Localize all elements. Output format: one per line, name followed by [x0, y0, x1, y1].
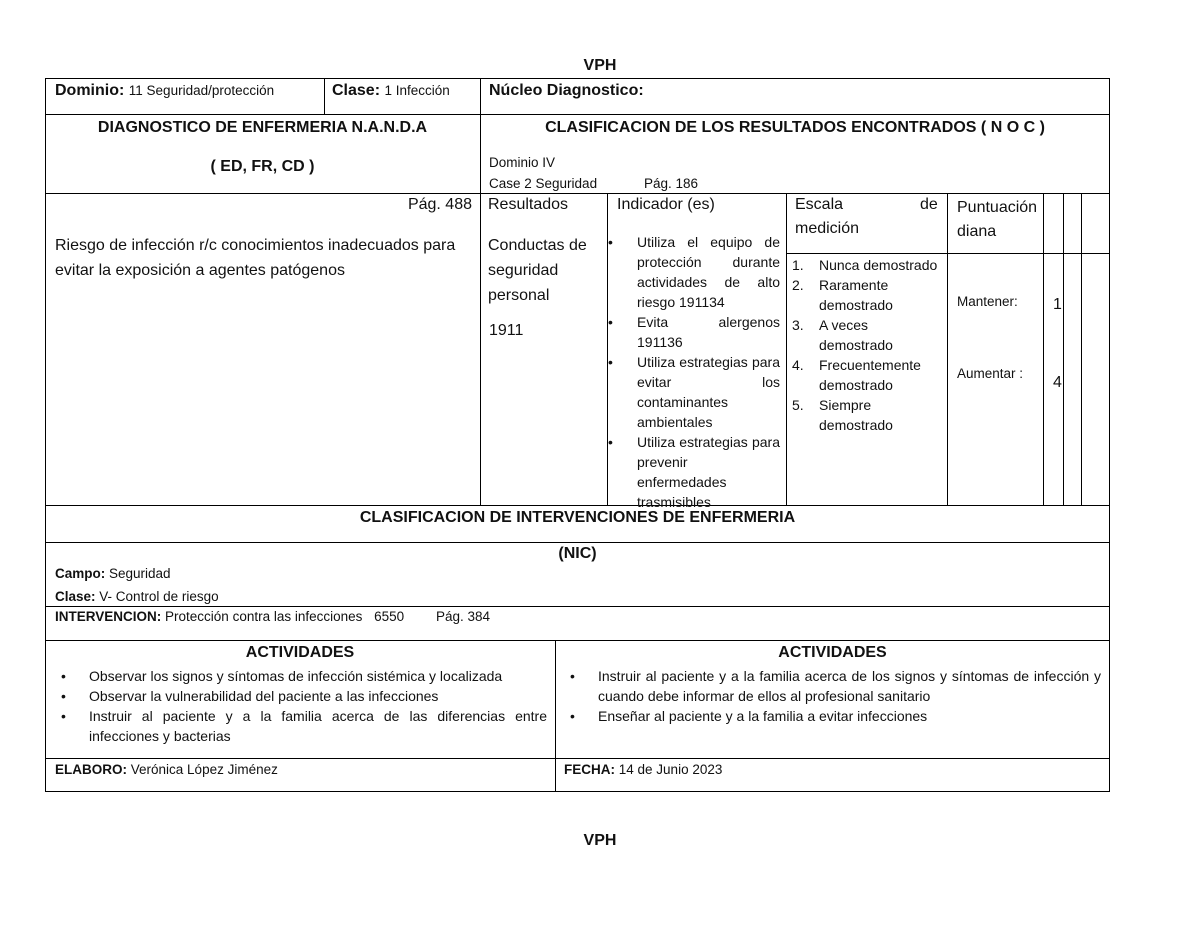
aumentar-label: Aumentar : — [957, 366, 1024, 381]
indicator-item: • Evita alergenos 191136 — [608, 314, 780, 350]
page-bottom-title: VPH — [583, 832, 617, 849]
noc-dominio: Dominio IV — [489, 155, 556, 170]
escala-label-medicion: medición — [795, 220, 860, 237]
mantener-label: Mantener: — [957, 294, 1018, 309]
page-top-title: VPH — [583, 57, 617, 74]
intervencion-label: INTERVENCION: — [55, 609, 162, 624]
scale-item: 5. Siempre demostrado — [792, 397, 893, 433]
intervencion-code: 6550 — [374, 609, 405, 624]
campo-label: Campo: — [55, 566, 106, 581]
escala-label-de: de — [920, 196, 938, 213]
scale-list — [789, 255, 941, 435]
indicator-item: • Utiliza el equipo de protección durante actividades de alto riesgo 191134 — [608, 234, 780, 310]
dominio-cell — [55, 82, 274, 100]
scale-item: 4. Frecuentemente demostrado — [792, 357, 921, 393]
escala-label: Escala — [795, 196, 844, 213]
dominio-value: 11 Seguridad/protección — [128, 83, 275, 98]
nanda-subtitle: ( ED, FR, CD ) — [210, 158, 315, 175]
campo-row — [55, 566, 171, 581]
fecha-label: FECHA: — [564, 762, 615, 777]
fecha-value: 14 de Junio 2023 — [618, 762, 723, 777]
nic-title: CLASIFICACION DE INTERVENCIONES DE ENFERMERIA — [359, 509, 796, 526]
intervencion-page: Pág. 384 — [435, 609, 491, 624]
list-item: • Observar los signos y síntomas de infección sistémica y localizada — [47, 666, 547, 686]
indicator-item: • Utiliza estrategias para evitar los contaminantes ambientales — [608, 354, 780, 430]
aumentar-value: 4 — [1053, 374, 1062, 391]
noc-page: Pág. 186 — [644, 176, 699, 191]
intervencion-value: Protección contra las infecciones — [165, 609, 363, 624]
noc-title: CLASIFICACION DE LOS RESULTADOS ENCONTRADOS ( N O C ) — [545, 119, 1045, 136]
clase-value: 1 Infección — [384, 83, 450, 98]
nucleo-diagnostico-label: Núcleo Diagnostico: — [489, 82, 644, 99]
scale-item: 2. Raramente demostrado — [792, 277, 893, 313]
resultados-label: Resultados — [488, 196, 569, 213]
clase-label: Clase: — [332, 82, 381, 99]
scale-item: 3. A veces demostrado — [792, 317, 893, 353]
nic-clase-label: Clase: — [55, 589, 96, 604]
puntuacion-label: Puntuación diana — [957, 199, 1038, 240]
elaboro-value: Verónica López Jiménez — [130, 762, 278, 777]
actividades-right-title: ACTIVIDADES — [778, 644, 887, 661]
mantener-value: 1 — [1053, 296, 1062, 313]
resultados-code: 1911 — [489, 322, 524, 339]
list-item: • Instruir al paciente y a la familia acerca de las diferencias entre infecciones y bacterias — [47, 706, 547, 746]
resultados-text: Conductas de seguridad personal — [488, 237, 587, 304]
nanda-page-ref: Pág. 488 — [407, 196, 472, 213]
list-item: • Observar la vulnerabilidad del paciente a las infecciones — [47, 686, 547, 706]
nic-clase-value: V- Control de riesgo — [99, 589, 219, 604]
clase-cell — [332, 82, 450, 100]
actividades-left-title: ACTIVIDADES — [245, 644, 355, 661]
intervencion-row — [55, 609, 490, 624]
actividades-left-list — [47, 666, 547, 746]
actividades-right-list — [556, 666, 1101, 726]
scale-item: 1. Nunca demostrado — [792, 257, 938, 273]
fecha-cell — [564, 762, 722, 777]
indicador-label: Indicador (es) — [617, 196, 715, 213]
nic-clase-row — [55, 589, 219, 604]
list-item: • Instruir al paciente y a la familia acerca de los signos y síntomas de infección y cuando debe informar de ellos al profesional sanitario — [556, 666, 1101, 706]
nic-subtitle: (NIC) — [558, 545, 597, 562]
elaboro-cell — [55, 762, 278, 777]
elaboro-label: ELABORO: — [55, 762, 127, 777]
indicator-item: • Utiliza estrategias para prevenir enfermedades trasmisibles — [608, 434, 780, 510]
dominio-label: Dominio: — [55, 82, 125, 99]
list-item: • Enseñar al paciente y a la familia a evitar infecciones — [556, 706, 1101, 726]
noc-clase: Case 2 Seguridad — [489, 176, 598, 191]
campo-value: Seguridad — [109, 566, 171, 581]
nanda-title: DIAGNOSTICO DE ENFERMERIA N.A.N.D.A — [97, 119, 428, 136]
indicator-list — [608, 232, 780, 512]
diagnosis-text: Riesgo de infección r/c conocimientos inadecuados para evitar la exposición a agentes patógenos — [55, 237, 456, 279]
